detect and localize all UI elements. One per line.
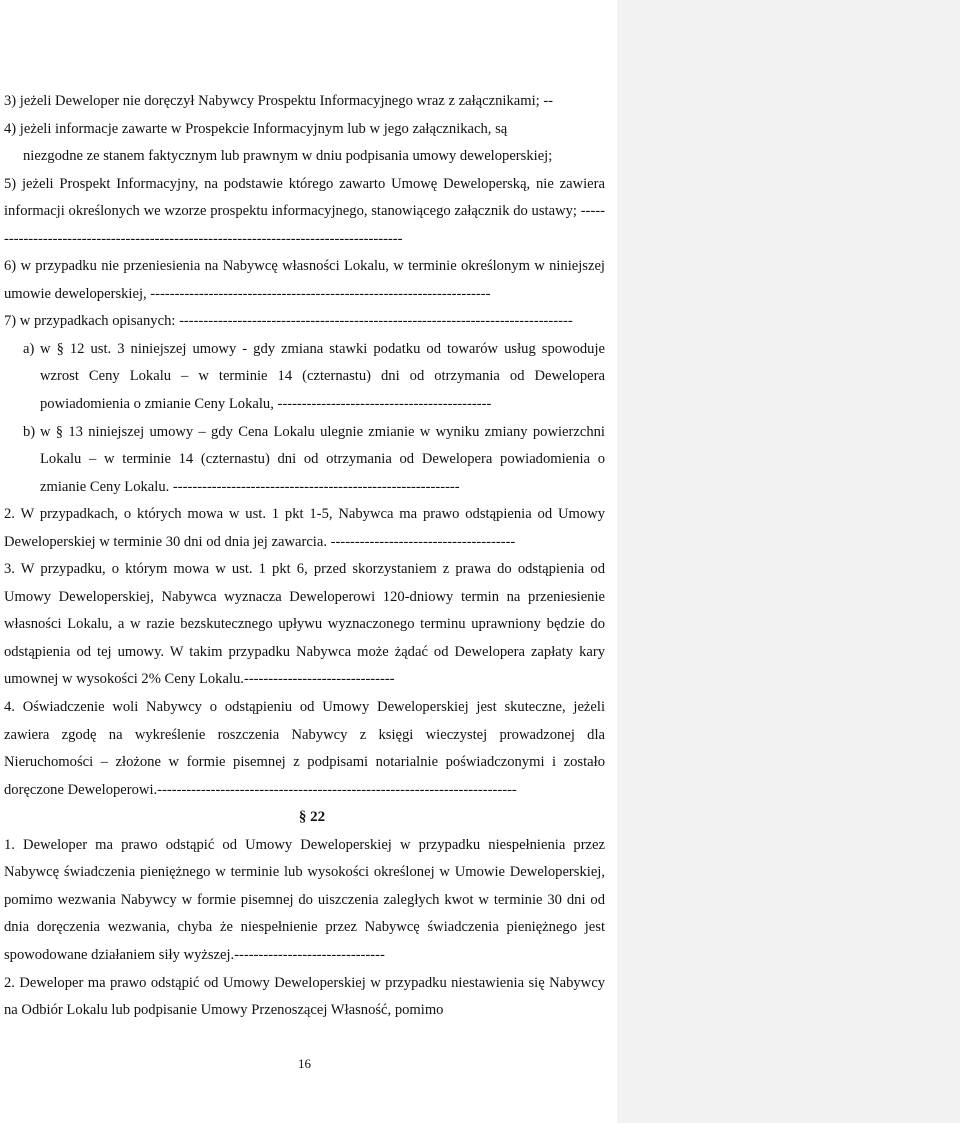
sub-item-text: w § 13 niniejszej umowy – gdy Cena Lokalu ulegnie zmianie w wyniku zmiany powierzchni Lokalu – w terminie 14 (czternastu) dni od otrzymania od Dewelopera powiadomienia o zmianie Ceny Lokalu. -----------------------------------------------------------: [40, 423, 605, 495]
section-point-2: 2. Deweloper ma prawo odstąpić od Umowy Deweloperskiej w przypadku niestawienia się Nabywcy na Odbiór Lokalu lub podpisanie Umowy Przenoszącej Własność, pomimo: [4, 974, 605, 1019]
sub-item-a: [4, 336, 605, 419]
section-point-1: 1. Deweloper ma prawo odstąpić od Umowy Deweloperskiej w przypadku niespełnienia przez Nabywcę świadczenia pieniężnego w terminie lub wysokości określonej w Umowie Deweloperskiej, pomimo wezwania Nabywcy w formie pisemnej do uiszczenia zaległych kwot w terminie 30 dni od dnia doręczenia wezwania, chyba że niespełnienie przez Nabywcę świadczenia pieniężnego jest spowodowane działaniem siły wyższej.-------------------------------: [4, 836, 605, 963]
point-3: 3. W przypadku, o którym mowa w ust. 1 pkt 6, przed skorzystaniem z prawa do odstąpienia od Umowy Deweloperskiej, Nabywca wyznacza Deweloperowi 120-dniowy termin na przeniesienie własności Lokalu, a w razie bezskutecznego upływu wyznaczonego terminu uprawniony będzie do odstąpienia od tej umowy. W takim przypadku Nabywca może żądać od Dewelopera zapłaty kary umownej w wysokości 2% Ceny Lokalu.-------------------------------: [4, 561, 605, 688]
sub-item-marker: b): [23, 423, 36, 440]
paragraph-item-4-continuation: niezgodne ze stanem faktycznym lub prawnym w dniu podpisania umowy deweloperskiej;: [23, 148, 553, 165]
page-number: 16: [298, 1056, 311, 1071]
document-body: [4, 88, 605, 1025]
sub-item-b: [4, 419, 605, 502]
sub-item-text: w § 12 ust. 3 niniejszej umowy - gdy zmiana stawki podatku od towarów usług spowoduje wzrost Ceny Lokalu – w terminie 14 (czternastu) dni od otrzymania od Dewelopera powiadomienia o zmianie Ceny Lokalu, --------------------------------------------: [40, 340, 605, 413]
comment-margin-panel: [617, 0, 960, 1123]
paragraph-item-5: 5) jeżeli Prospekt Informacyjny, na podstawie którego zawarto Umowę Deweloperską, nie zawiera informacji określonych we wzorze prospektu informacyjnego, stanowiącego załącznik do ustawy; ---------------------------------------------------------------------------------------: [4, 175, 605, 247]
sub-item-marker: a): [23, 340, 35, 357]
section-heading: § 22: [298, 809, 326, 826]
paragraph-item-7: 7) w przypadkach opisanych: ---------------------------------------------------------------------------------: [4, 313, 573, 330]
paragraph-item-4: 4) jeżeli informacje zawarte w Prospekcie Informacyjnym lub w jego załącznikach, są: [4, 120, 508, 137]
point-4: 4. Oświadczenie woli Nabywcy o odstąpieniu od Umowy Deweloperskiej jest skuteczne, jeżeli zawiera zgodę na wykreślenie roszczenia Nabywcy z księgi wieczystej prowadzonej dla Nieruchomości – złożone w formie pisemnej z podpisami notarialnie poświadczonymi i zostało doręczone Deweloperowi.--------------------------------------------------------------------------: [4, 699, 605, 798]
paragraph-item-6: 6) w przypadku nie przeniesienia na Nabywcę własności Lokalu, w terminie określonym w niniejszej umowie deweloperskiej, ----------------------------------------------------------------------: [4, 258, 605, 302]
paragraph-item-3: 3) jeżeli Deweloper nie doręczył Nabywcy Prospektu Informacyjnego wraz z załącznikami; --: [4, 93, 554, 109]
point-2: 2. W przypadkach, o których mowa w ust. 1 pkt 1-5, Nabywca ma prawo odstąpienia od Umowy Deweloperskiej w terminie 30 dni od dnia jej zawarcia. --------------------------------------: [4, 506, 605, 550]
